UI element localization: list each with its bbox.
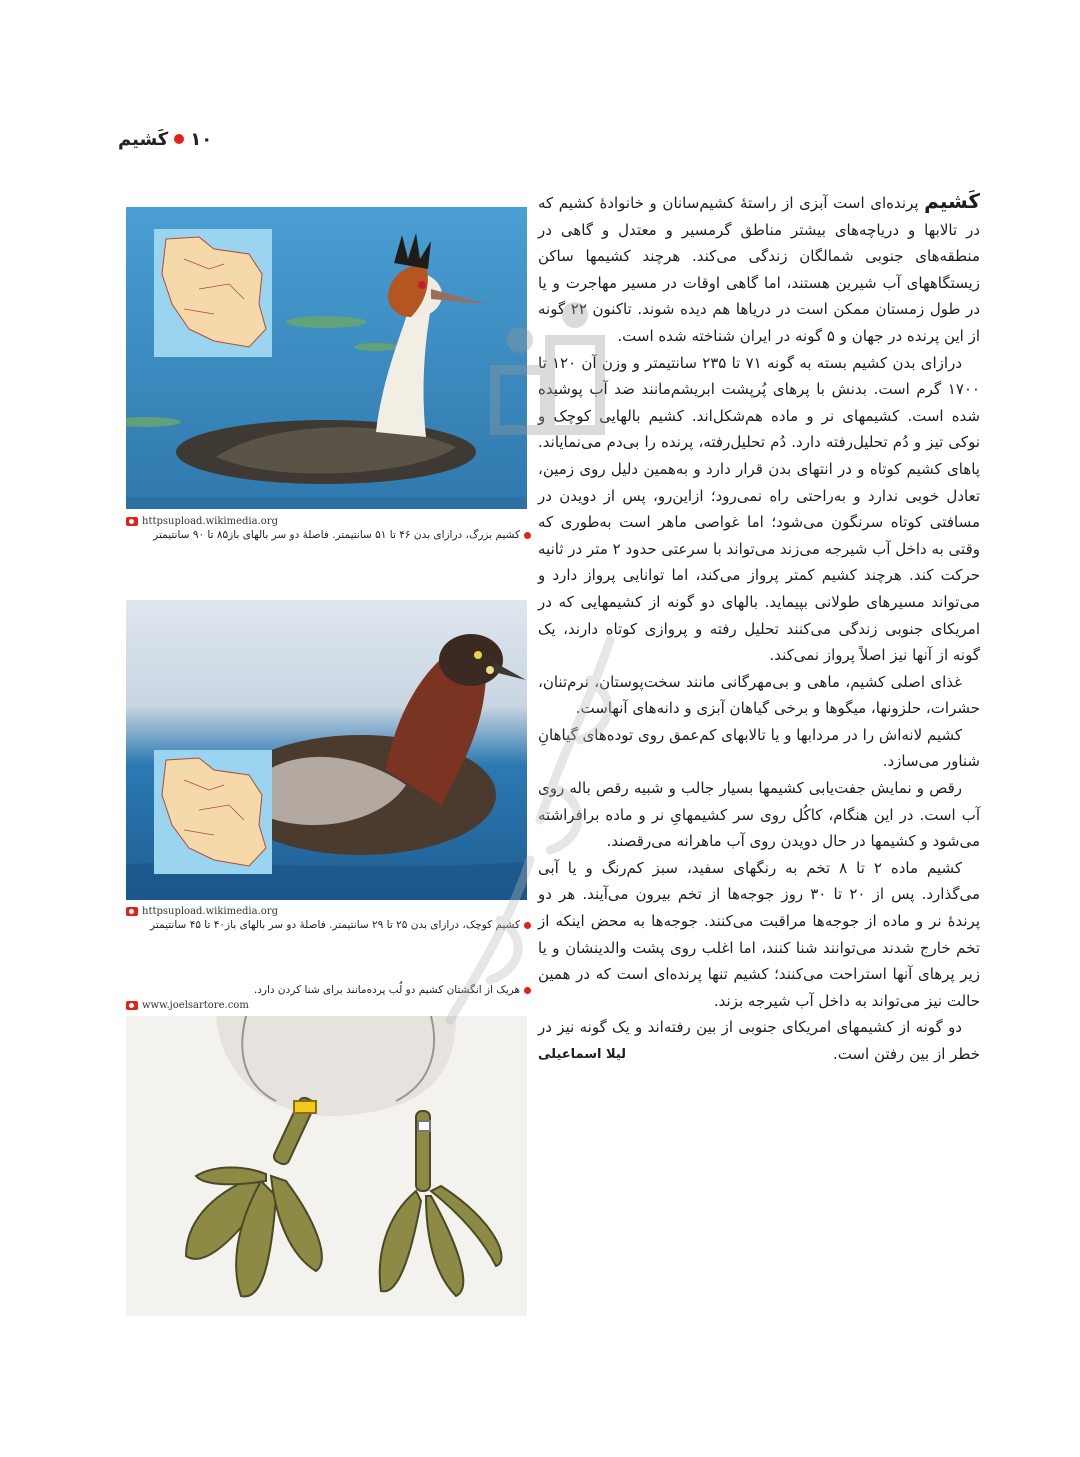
little-grebe-photo <box>126 600 527 900</box>
caption-bullet-icon <box>524 987 531 994</box>
paragraph: رقص و نمایش جفت‌یابی کشیمها بسیار جالب و شبیه رقص باله روی آب است. در این هنگام، کاکُل روی سر کشیمهایِ نر و ماده برافراشته می‌شود و کشیمها در حال دویدن روی آب ماهرانه می‌رقصند. <box>538 779 980 851</box>
camera-icon <box>126 907 138 916</box>
figure-caption <box>126 528 531 542</box>
paragraph: کشیم ماده ۲ تا ۸ تخم به رنگهای سفید، سبز کم‌رنگ و یا آبی می‌گذارد. پس از ۲۰ تا ۳۰ روز جوجه‌ها از تخم بیرون می‌آیند. هر دو پرندهٔ نر و ماده از جوجه‌ها مراقبت می‌کنند. جوجه‌ها به محض اینکه از تخم خارج شدند می‌توانند شنا کنند، اما اغلب روی پشت والدینشان و یا زیر پرهای آنها استراحت می‌کنند؛ کشیم تنها پرنده‌ای است که در همین حالت نیز می‌تواند به داخل آب شیرجه بزند. <box>538 858 981 1010</box>
figure-caption <box>126 983 531 997</box>
photo-credit <box>126 904 278 918</box>
page-number: ۱۰ <box>190 128 213 150</box>
figure-caption <box>126 918 531 932</box>
page-title: کَشیم <box>118 128 169 150</box>
photo-credit <box>126 998 249 1012</box>
caption-text: کشیم کوچک، درازای بدن ۲۵ تا ۲۹ سانتیمتر. فاصلهٔ دو سر بالهای باز۴۰ تا ۴۵ سانتیمتر <box>150 919 520 931</box>
photo-credit <box>126 514 278 528</box>
author-name: لیلا اسماعیلی <box>538 1046 627 1062</box>
page-header <box>118 124 318 154</box>
caption-bullet-icon <box>524 922 531 929</box>
credit-text: www.joelsartore.com <box>142 999 249 1011</box>
grebe-feet-photo <box>126 1016 527 1316</box>
caption-text: کشیم بزرگ، درازای بدن ۴۶ تا ۵۱ سانتیمتر. فاصلهٔ دو سر بالهای باز۸۵ تا ۹۰ سانتیمتر <box>153 529 520 541</box>
paragraph-text: پرنده‌ای است آبزی از راستهٔ کشیم‌سانان و خانوادهٔ کشیم که در تالابها و دریاچه‌های بیشتر مناطق گرمسیر و معتدل و گاهی در منطقه‌های جنوبی شمالگان زندگی می‌کند. هرچند کشیمها ساکن زیستگاههای آب شیرین هستند، اما گاهی اوقات در مسیر مهاجرت و یا در طول زمستان ممکن است در دریاها هم دیده شوند. تاکنون ۲۲ گونه از این پرنده در جهان و ۵ گونه در ایران شناخته شده است. <box>538 194 981 345</box>
lead-word: کَشیم <box>924 189 980 213</box>
caption-text: هریک از انگشتان کشیم دو لُب پرده‌مانند برای شنا کردن دارد. <box>253 984 520 996</box>
credit-text: httpsupload.wikimedia.org <box>142 515 278 527</box>
camera-icon <box>126 1001 138 1010</box>
great-grebe-photo <box>126 207 527 509</box>
header-bullet-icon <box>174 134 184 144</box>
camera-icon <box>126 517 138 526</box>
paragraph: درازای بدن کشیم بسته به گونه ۷۱ تا ۲۳۵ سانتیمتر و وزن آن ۱۲۰ تا ۱۷۰۰ گرم است. بدنش با پرهای پُرپشت ابریشم‌مانند ضد آب پوشیده شده است. کشیمهای نر و ماده هم‌شکل‌اند. کشیم بالهایی کوچک و نوکی تیز و دُم تحلیل‌رفته دارد. دُم تحلیل‌رفته، پرنده را بی‌دم می‌نمایاند. پاهای کشیم کوتاه و در انتهای بدن قرار دارد و به‌همین دلیل روی زمین، تعادل خوبی ندارد و به‌راحتی راه نمی‌رود؛ ازاین‌رو، پس از دویدن در مسافتی کوتاه سرنگون می‌شود؛ اما غواصی ماهر است به‌طوری که وقتی به داخل آب شیرجه می‌زند می‌تواند با سرعتی حدود ۲ متر در ثانیه حرکت کند. هرچند کشیم کمتر پرواز می‌کند، اما توانایی پرواز دارد و می‌تواند مسیرهای طولانی بپیماید. بالهای دو گونه از کشیمهایی که در امریکای جنوبی زندگی می‌کنند تحلیل رفته و پروازی کوتاه دارند، یک گونه از آنها نیز اصلاً پرواز نمی‌کند. <box>538 353 980 665</box>
paragraph: دو گونه از کشیمهای امریکای جنوبی از بین رفته‌اند و یک گونه نیز در خطر از بین رفتن است. <box>538 1018 980 1063</box>
paragraph: کشیم لانه‌اش را در مردابها و یا تالابهای کم‌عمق روی توده‌های گیاهانِ شناور می‌سازد. <box>538 725 980 771</box>
paragraph <box>538 188 980 350</box>
credit-text: httpsupload.wikimedia.org <box>142 905 278 917</box>
caption-bullet-icon <box>524 532 531 539</box>
paragraph: غذای اصلی کشیم، ماهی و بی‌مهرگانی مانند سخت‌پوستان، نرم‌تنان، حشرات، حلزونها، میگوها و برخی گیاهان آبزی و دانه‌های آنهاست. <box>538 672 980 718</box>
article-body <box>538 188 980 1068</box>
